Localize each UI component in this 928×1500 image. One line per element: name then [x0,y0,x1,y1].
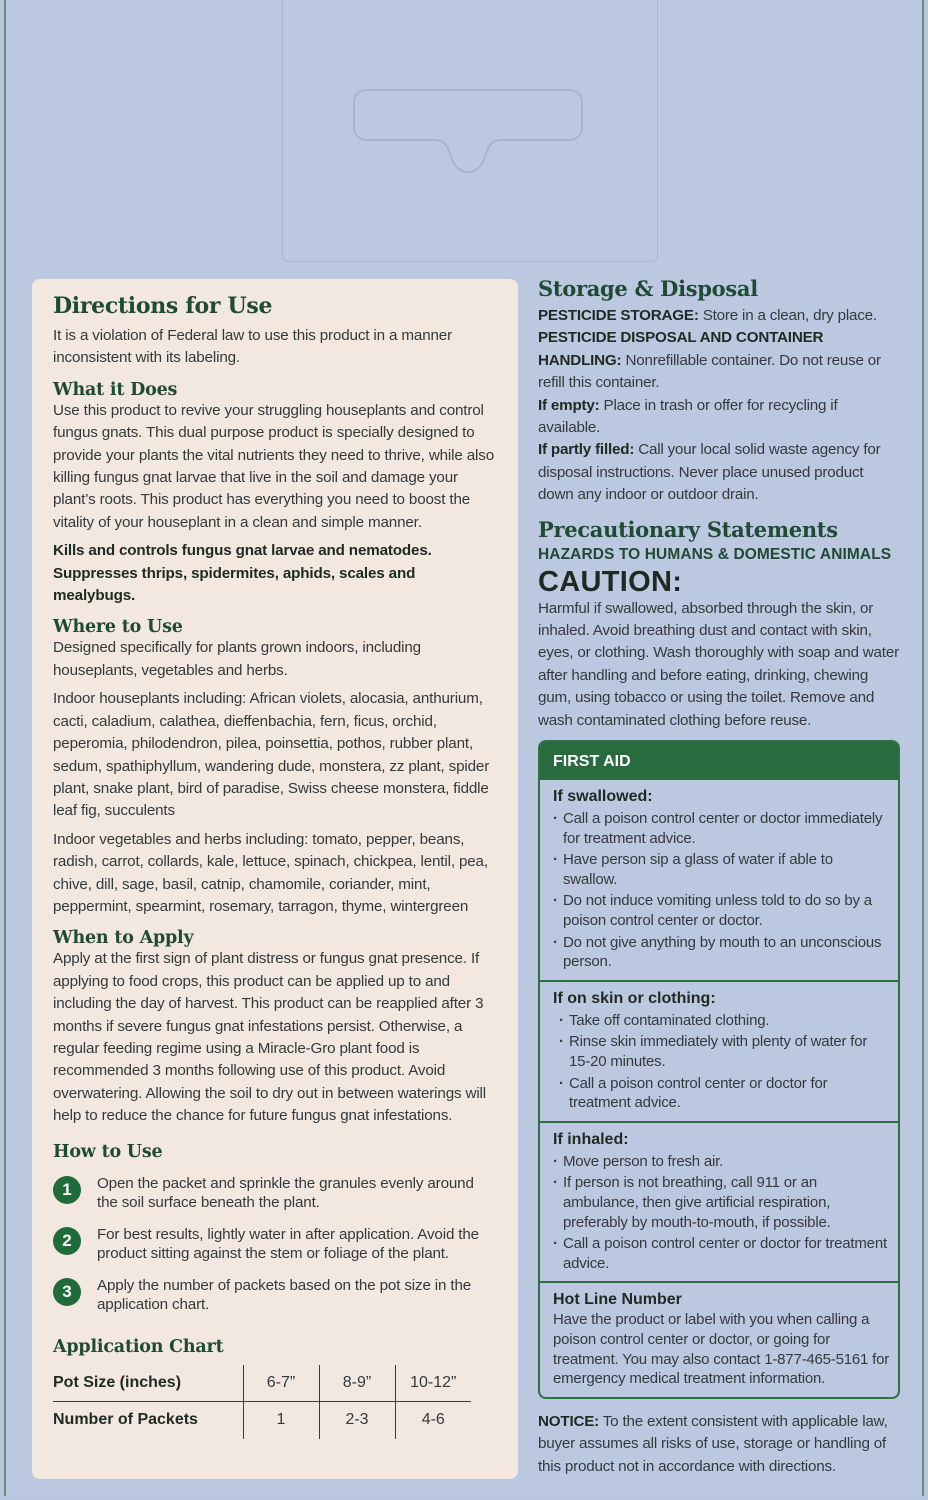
empty-text [538,395,900,440]
inhaled-title: If inhaled: [553,1130,629,1148]
how-to-step [53,1276,498,1315]
first-aid-header: FIRST AID [540,742,898,780]
list-item: · Have person sip a glass of water if able to swallow. [553,850,890,889]
claim-suppresses: Suppresses thrips, spidermites, aphids, scales and mealybugs. [53,564,416,605]
partly-filled-label: If partly filled: [538,441,635,459]
skin-title: If on skin or clothing: [553,989,716,1007]
hotline-text: Have the product or label with you when calling a poison control center or doctor, or going for treatment. You may also contact 1-877-465-5161 for emergency medical treatment information. [553,1311,890,1388]
list-item: · Call a poison control center or doctor immediately for treatment advice. [553,809,890,848]
swallowed-title: If swallowed: [553,788,653,806]
application-chart-heading: Application Chart [53,1336,224,1357]
table-cell: 1 [243,1402,319,1439]
directions-title: Directions for Use [53,293,273,319]
disposal-text [538,327,900,394]
step-text: Apply the number of packets based on the pot size in the application chart. [97,1276,472,1314]
list-item: · If person is not breathing, call 911 or an ambulance, then give artificial respiration, preferably by mouth-to-mouth, if possible. [553,1173,890,1232]
first-aid-box [538,740,900,1399]
list-item: · Do not give anything by mouth to an unconscious person. [553,933,890,972]
first-aid-inhaled [540,1121,898,1282]
how-to-step [53,1174,498,1213]
empty-value: Place in trash or offer for recycling if available. [538,396,838,437]
first-aid-skin [540,980,898,1121]
notice-label: NOTICE: [538,1412,600,1430]
notice-value: To the extent consistent with applicable law, buyer assumes all risks of use, storage or handling of this product not in accordance with directions. [538,1412,888,1475]
list-item: · Call a poison control center or doctor for treatment advice. [553,1234,890,1273]
federal-law-notice: It is a violation of Federal law to use this product in a manner inconsistent with its labeling. [53,327,452,367]
list-item: · Do not induce vomiting unless told to do so by a poison control center or doctor. [553,891,890,930]
table-row [53,1402,471,1439]
hotline-title: Hot Line Number [553,1291,682,1309]
precautionary-text: Harmful if swallowed, absorbed through the skin, or inhaled. Avoid breathing dust and contact with skin, eyes, or clothing. Wash thoroughly with soap and water after handling and before eating, drinking, chewing gum, using tobacco or using the toilet. Remove and wash contaminated clothing before reuse. [538,599,899,729]
partly-filled-text [538,439,900,506]
when-to-apply-heading: When to Apply [53,928,194,949]
step-number-badge: 1 [53,1176,81,1204]
table-cell: 2-3 [319,1402,395,1439]
directions-panel [32,279,518,1479]
claim-kills: Kills and controls fungus gnat larvae and nematodes. [53,542,432,560]
list-item: · Move person to fresh air. [553,1152,890,1172]
what-it-does-heading: What it Does [53,379,178,400]
where-to-use-text: Designed specifically for plants grown indoors, including houseplants, vegetables and herbs. [53,639,421,679]
pot-size-label: Pot Size (inches) [53,1365,243,1402]
application-chart-table [53,1365,471,1439]
how-to-use-heading: How to Use [53,1141,163,1162]
list-item: · Call a poison control center or doctor for treatment advice. [559,1074,890,1113]
table-cell: 6-7” [243,1365,319,1402]
what-it-does-text: Use this product to revive your struggling houseplants and control fungus gnats. This dual purpose product is specially designed to provide your plants the vital nutrients they need to thrive, while also killing fungus gnat larvae that live in the soil and damage your plant’s roots. This product has everything you need to boost the vitality of your houseplant in a clean and simple manner. [53,401,495,531]
precautionary-heading: Precautionary Statements [538,516,838,542]
partly-filled-value: Call your local solid waste agency for disposal instructions. Never place unused product down any indoor or outdoor drain. [538,441,881,504]
storage-label: PESTICIDE STORAGE: [538,307,699,324]
how-to-step [53,1225,498,1264]
storage-value: Store in a clean, dry place. [698,307,877,324]
step-number-badge: 3 [53,1278,81,1306]
list-item: · Rinse skin immediately with plenty of water for 15-20 minutes. [559,1032,890,1071]
list-item: · Take off contaminated clothing. [559,1011,890,1031]
table-cell: 10-12” [395,1365,471,1402]
vegetables-list: Indoor vegetables and herbs including: tomato, pepper, beans, radish, carrot, collards, kale, lettuce, spinach, chickpea, lentil, pea, chive, dill, sage, basil, catnip, chamomile, coriander, mint, peppermint, spearmint, rosemary, tarragon, thyme, wintergreen [53,830,488,915]
packets-label: Number of Packets [53,1411,198,1429]
caution-label: CAUTION: [538,565,683,598]
empty-label: If empty: [538,396,600,414]
where-to-use-heading: Where to Use [53,617,183,638]
hang-hole-icon [352,88,584,174]
table-cell: 4-6 [395,1402,471,1439]
when-to-apply-text: Apply at the first sign of plant distress or fungus gnat presence. If applying to food crops, this product can be applied up to and including the day of harvest. This product can be reapplied after 3 months if severe fungus gnat infestations persist. Otherwise, a regular feeding regime using a Miracle-Gro plant food is recommended 3 months following use of this product. Avoid overwatering. Allowing the soil to dry out in between waterings will help to reduce the chance for future fungus gnat infestations. [53,950,486,1125]
step-text: Open the packet and sprinkle the granules evenly around the soil surface beneath the plant. [97,1174,474,1212]
notice-text [538,1411,900,1478]
storage-heading: Storage & Disposal [538,276,758,301]
disposal-value: Nonrefillable container. Do not reuse or refill this container. [538,351,881,392]
hazards-subheading: HAZARDS TO HUMANS & DOMESTIC ANIMALS [538,545,892,563]
table-cell: 8-9” [319,1365,395,1402]
houseplants-list: Indoor houseplants including: African violets, alocasia, anthurium, cacti, caladium, calathea, dieffenbachia, fern, ficus, orchid, peperomia, philodendron, pilea, poinsettia, pothos, rubber plant, sedum, spathiphyllum, wandering dude, monstera, zz plant, spider plant, snake plant, bird of paradise, Swiss cheese monstera, fiddle leaf fig, succulents [53,690,490,820]
hotline-section [540,1281,898,1396]
right-column [538,276,900,1478]
table-row [53,1365,471,1402]
storage-text [538,305,900,327]
step-text: For best results, lightly water in after application. Avoid the product sitting against the stem or foliage of the plant. [97,1225,479,1263]
disposal-label: PESTICIDE DISPOSAL AND CONTAINER HANDLING: [538,329,824,369]
first-aid-swallowed [540,780,898,980]
step-number-badge: 2 [53,1227,81,1255]
